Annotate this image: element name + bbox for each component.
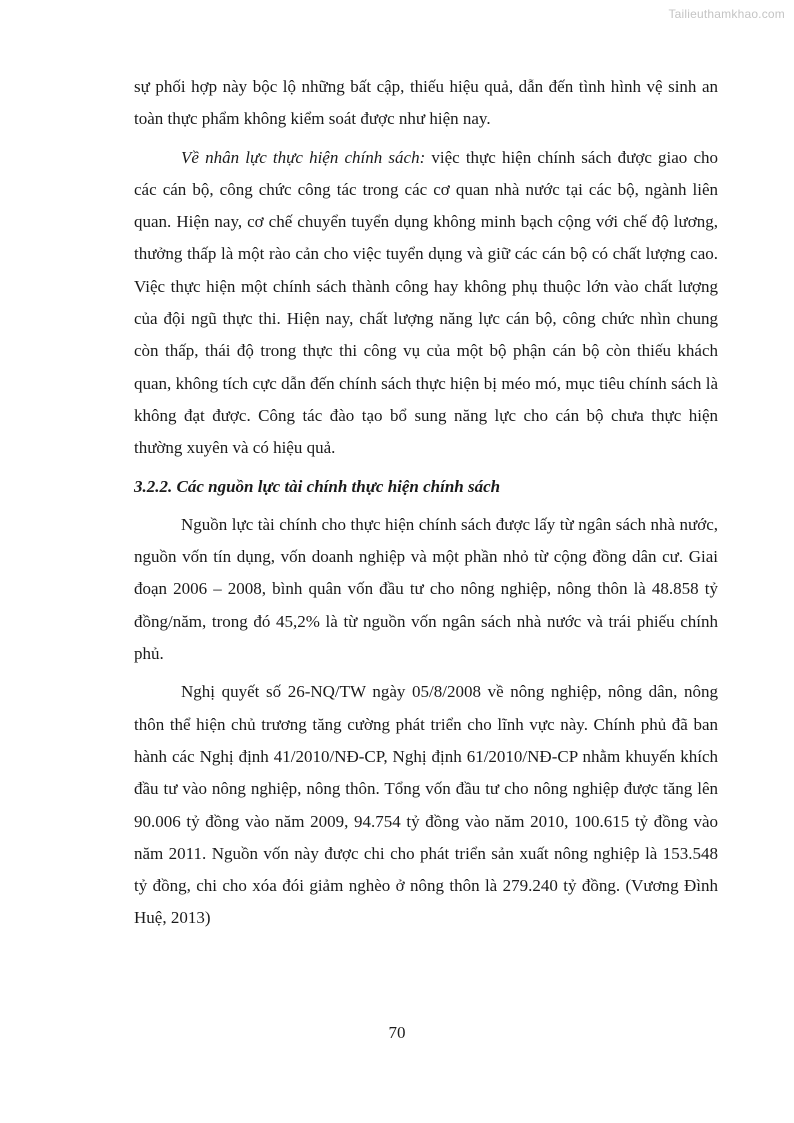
paragraph-continuation: sự phối hợp này bộc lộ những bất cập, thiếu hiệu quả, dẫn đến tình hình vệ sinh an toàn thực phẩm không kiểm soát được như hiện nay. bbox=[134, 77, 718, 129]
document-body bbox=[134, 71, 718, 941]
paragraph-financial-resources: Nguồn lực tài chính cho thực hiện chính sách được lấy từ ngân sách nhà nước, nguồn vốn tín dụng, vốn doanh nghiệp và một phần nhỏ từ cộng đồng dân cư. Giai đoạn 2006 – 2008, bình quân vốn đầu tư cho nông nghiệp, nông thôn là 48.858 tỷ đồng/năm, trong đó 45,2% là từ nguồn vốn ngân sách nhà nước và trái phiếu chính phủ. bbox=[134, 514, 718, 664]
page-number: 70 bbox=[388, 1023, 406, 1042]
watermark: Tailieuthamkhao.com bbox=[668, 7, 785, 21]
paragraph-lead-italic: Về nhân lực thực hiện chính sách: bbox=[181, 147, 426, 167]
paragraph-human-resources bbox=[134, 142, 718, 465]
section-heading: 3.2.2. Các nguồn lực tài chính thực hiện chính sách bbox=[134, 476, 501, 496]
paragraph-resolution: Nghị quyết số 26-NQ/TW ngày 05/8/2008 về nông nghiệp, nông dân, nông thôn thể hiện chủ trương tăng cường phát triển cho lĩnh vực này. Chính phủ đã ban hành các Nghị định 41/2010/NĐ-CP, Nghị định 61/2010/NĐ-CP nhằm khuyến khích đầu tư vào nông nghiệp, nông thôn. Tổng vốn đầu tư cho nông nghiệp được tăng lên 90.006 tỷ đồng vào năm 2009, 94.754 tỷ đồng vào năm 2010, 100.615 tỷ đồng vào năm 2011. Nguồn vốn này được chi cho phát triển sản xuất nông nghiệp là 153.548 tỷ đồng, chi cho xóa đói giảm nghèo ở nông thôn là 279.240 tỷ đồng. (Vương Đình Huệ, 2013) bbox=[134, 682, 718, 928]
paragraph-body: việc thực hiện chính sách được giao cho các cán bộ, công chức công tác trong các cơ quan nhà nước tại các bộ, ngành liên quan. Hiện nay, cơ chế chuyển tuyển dụng không minh bạch cộng với chế độ lương, thưởng thấp là một rào cản cho việc tuyển dụng và giữ các cán bộ có chất lượng cao. Việc thực hiện một chính sách thành công hay không phụ thuộc lớn vào chất lượng của đội ngũ thực thi. Hiện nay, chất lượng năng lực cán bộ, công chức nhìn chung còn thấp, thái độ trong thực thi công vụ của một bộ phận cán bộ còn thiếu khách quan, không tích cực dẫn đến chính sách thực hiện bị méo mó, mục tiêu chính sách là không đạt được. Công tác đào tạo bổ sung năng lực cho cán bộ chưa thực hiện thường xuyên và có hiệu quả. bbox=[134, 147, 718, 458]
